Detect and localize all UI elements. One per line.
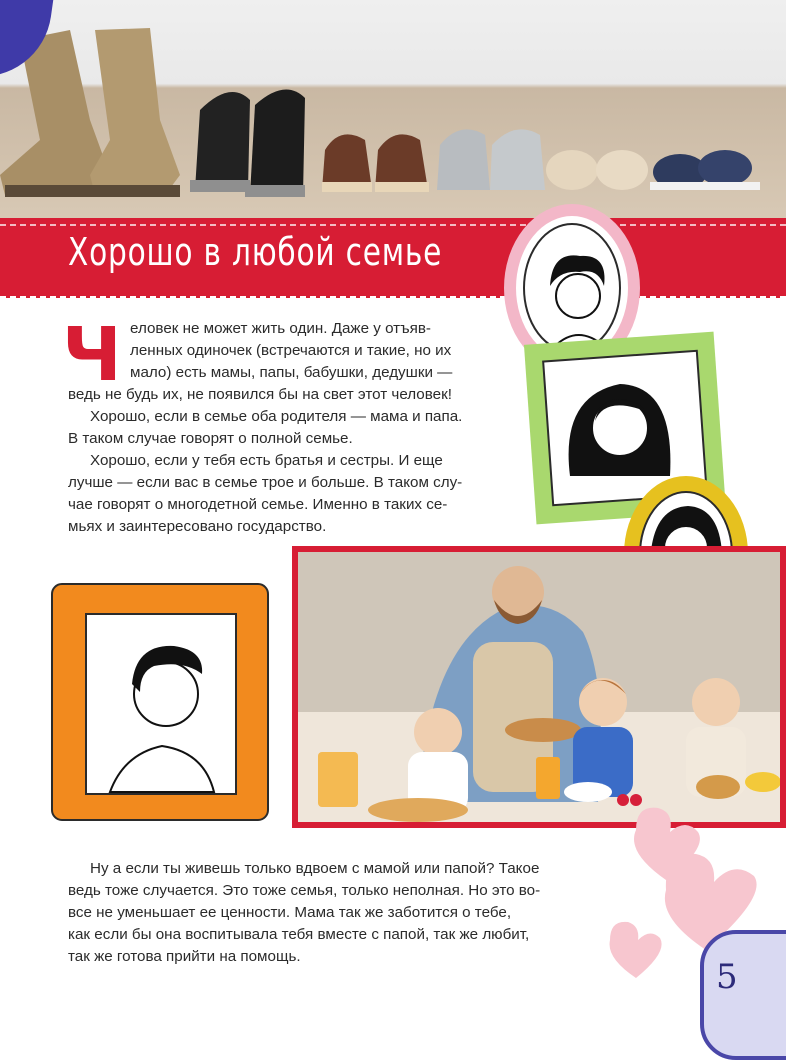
text-line: мьях и заинтересовано государство. bbox=[68, 518, 327, 535]
heart-icon bbox=[610, 922, 662, 978]
page-number-tab bbox=[700, 930, 786, 1060]
bottom-paragraph bbox=[68, 858, 604, 968]
text-line: В таком случае говорят о полной семье. bbox=[68, 430, 353, 447]
section-title: Хорошо в любой семье bbox=[68, 230, 443, 274]
shoes-illustration bbox=[0, 0, 786, 220]
shoes-photo bbox=[0, 0, 786, 220]
text-line: лучше — если вас в семье трое и больше. В таком слу- bbox=[68, 474, 463, 491]
text-line: все не уменьшает ее ценности. Мама так же заботится о тебе, bbox=[68, 904, 512, 921]
text-line: как если бы она воспитывала тебя вместе с папой, так же любит, bbox=[68, 926, 530, 943]
intro-first-lines bbox=[130, 318, 496, 384]
text-line: чае говорят о многодетной семье. Именно в таких се- bbox=[68, 496, 448, 513]
text-line: так же готова прийти на помощь. bbox=[68, 948, 301, 965]
text-line: ведь не будь их, не появился бы на свет этот человек! bbox=[68, 386, 452, 403]
picture-frame-icon bbox=[44, 574, 280, 832]
text-line: Ну а если ты живешь только вдвоем с мамой или папой? Такое bbox=[90, 860, 540, 877]
text-line: ведь тоже случается. Это тоже семья, только неполная. Но это во- bbox=[68, 882, 541, 899]
text-line: еловек не может жить один. Даже у отъяв- bbox=[130, 320, 431, 337]
intro-paragraph bbox=[68, 384, 496, 538]
family-photo bbox=[292, 546, 786, 828]
text-line: мало) есть мамы, папы, бабушки, дедушки — bbox=[130, 364, 453, 381]
text-line: Хорошо, если в семье оба родителя — мама и папа. bbox=[90, 408, 463, 425]
drop-cap: Ч bbox=[62, 312, 122, 398]
family-breakfast-illustration bbox=[298, 552, 780, 822]
text-line: ленных одиночек (встречаются и такие, но их bbox=[130, 342, 452, 359]
page-number: 5 bbox=[716, 957, 738, 997]
text-line: Хорошо, если у тебя есть братья и сестры. И еще bbox=[90, 452, 443, 469]
